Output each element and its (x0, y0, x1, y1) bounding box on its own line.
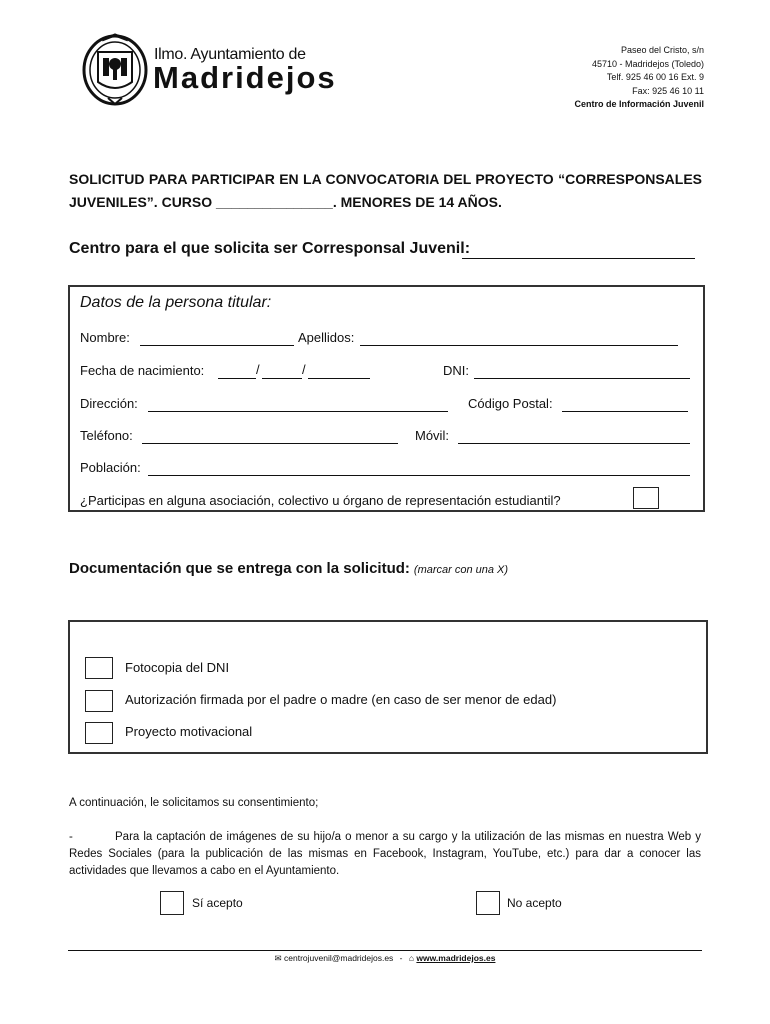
address-line: Telf. 925 46 00 16 Ext. 9 (606, 72, 704, 82)
documentacion-title: Documentación que se entrega con la solicitud: (69, 560, 410, 577)
coat-of-arms-icon (80, 32, 150, 107)
apellidos-input[interactable] (360, 345, 678, 346)
address-line: 45710 - Madridejos (Toledo) (591, 58, 704, 69)
consent-paragraph (69, 829, 701, 880)
poblacion-input[interactable] (148, 475, 690, 476)
home-icon: ⌂ (408, 953, 415, 963)
asociacion-checkbox[interactable] (633, 487, 659, 509)
consent-intro: A continuación, le solicitamos su consentimiento; (69, 797, 319, 809)
poblacion-label: Población: (80, 460, 141, 475)
nombre-input[interactable] (140, 345, 294, 346)
telefono-input[interactable] (142, 443, 398, 444)
fecha-label: Fecha de nacimiento: (80, 363, 205, 378)
fecha-separator: / (302, 362, 306, 377)
direccion-input[interactable] (148, 411, 448, 412)
centro-field (69, 240, 709, 258)
fecha-year-input[interactable] (308, 378, 370, 379)
documentacion-section (68, 620, 708, 754)
reject-label: No acepto (507, 896, 562, 910)
cp-label: Código Postal: (468, 396, 553, 411)
org-name: Madridejos (153, 60, 337, 95)
centro-label: Centro para el que solicita ser Corresponsal Juvenil: (69, 240, 471, 257)
accept-checkbox[interactable] (160, 891, 184, 915)
consent-dash: - (69, 831, 73, 843)
department-name: Centro de Información Juvenil (574, 99, 704, 109)
envelope-icon: ✉ (274, 953, 282, 963)
movil-input[interactable] (458, 443, 690, 444)
centro-input[interactable] (462, 258, 695, 259)
fecha-separator: / (256, 362, 260, 377)
proyecto-checkbox[interactable] (85, 722, 113, 744)
apellidos-label: Apellidos: (298, 330, 355, 345)
reject-checkbox[interactable] (476, 891, 500, 915)
dni-label: DNI: (443, 363, 469, 378)
accept-label: Sí acepto (192, 896, 243, 910)
documentacion-note: (marcar con una X) (413, 564, 509, 576)
asociacion-question: ¿Participas en alguna asociación, colectivo u órgano de representación estudiantil? (80, 493, 561, 508)
titular-heading: Datos de la persona titular: (80, 294, 272, 311)
autorizacion-checkbox[interactable] (85, 690, 113, 712)
footer-email[interactable]: centrojuvenil@madridejos.es (284, 953, 394, 963)
footer (0, 953, 770, 964)
footer-divider (68, 950, 702, 951)
address-line: Paseo del Cristo, s/n (620, 45, 704, 55)
form-title: SOLICITUD PARA PARTICIPAR EN LA CONVOCATORIA DEL PROYECTO “CORRESPONSALES JUVENILES”. CURSO _______________. MENORES DE 14 AÑOS. (69, 171, 702, 210)
footer-separator: - (399, 953, 403, 963)
document-item-label: Fotocopia del DNI (125, 660, 230, 675)
titular-section (68, 285, 705, 512)
fecha-month-input[interactable] (262, 378, 302, 379)
consent-text: Para la captación de imágenes de su hijo/a o menor a su cargo y la utilización de las mismas en nuestra Web y Redes Sociales (para la publicación de las mismas en Facebook, Instagram, YouTube, etc.) para dar a conocer las actividades que llevamos a cabo en el Ayuntamiento. (69, 831, 701, 877)
dni-input[interactable] (474, 378, 690, 379)
document-item-label: Proyecto motivacional (125, 724, 253, 739)
cp-input[interactable] (562, 411, 688, 412)
documentacion-heading (69, 560, 508, 577)
org-prefix: Ilmo. Ayuntamiento de (154, 46, 306, 63)
fotocopia-dni-checkbox[interactable] (85, 657, 113, 679)
direccion-label: Dirección: (80, 396, 138, 411)
nombre-label: Nombre: (80, 330, 130, 345)
fecha-day-input[interactable] (218, 378, 256, 379)
telefono-label: Teléfono: (80, 428, 133, 443)
document-item-label: Autorización firmada por el padre o madre (en caso de ser menor de edad) (125, 692, 557, 707)
address-block (574, 44, 704, 112)
footer-web-link[interactable]: www.madridejos.es (416, 953, 496, 963)
movil-label: Móvil: (415, 428, 449, 443)
address-line: Fax: 925 46 10 11 (632, 85, 704, 96)
